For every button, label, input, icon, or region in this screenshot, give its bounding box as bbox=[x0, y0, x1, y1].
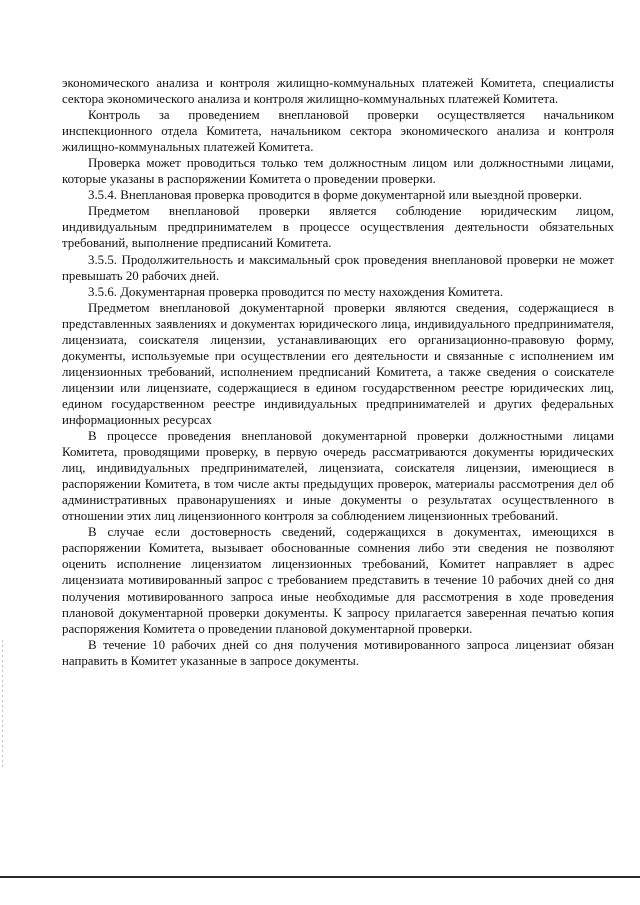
paragraph-control: Контроль за проведением внеплановой проверки осуществляется начальником инспекционного отдела Комитета, начальником сектора экономического анализа и контроля жилищно-коммунальных платежей Комитета. bbox=[62, 108, 614, 155]
paragraph-review-process: В процессе проведения внеплановой документарной проверки должностными лицами Комитета, проводящими проверку, в первую очередь рассматриваются документы юридических лиц, индивидуальных предпринимателей, лицензиата, соискателя лицензии, имеющиеся в распоряжении Комитета, в том числе акты предыдущих проверок, материалы рассмотрения дел об административных правонарушениях и иные документы о результатах осуществленного в отношении этих лиц лицензионного контроля за соблюдением лицензионных требований. bbox=[62, 429, 614, 524]
paragraph-continuation: экономического анализа и контроля жилищно-коммунальных платежей Комитета, специалисты сектора экономического анализа и контроля жилищно-коммунальных платежей Комитета. bbox=[62, 76, 614, 107]
paragraph-3-5-6: 3.5.6. Документарная проверка проводится по месту нахождения Комитета. bbox=[88, 284, 504, 299]
paragraph-3-5-5: 3.5.5. Продолжительность и максимальный срок проведения внеплановой проверки не может превышать 20 рабочих дней. bbox=[62, 252, 614, 283]
paragraph-documentary-subject: Предметом внеплановой документарной проверки являются сведения, содержащиеся в представленных заявлениях и документах юридического лица, индивидуального предпринимателя, лицензиата, соискателя лицензии, устанавливающих его организационно-правовую форму, документы, используемые при осуществлении его деятельности и связанные с исполнением им лицензионных требований, исполнением предписаний Комитета, а также сведения о соискателе лицензии или лицензиате, содержащиеся в едином государственном реестре юридических лиц, едином государственном реестре индивидуальных предпринимателей и других федеральных информационных ресурсах bbox=[62, 300, 614, 427]
paragraph-request: В случае если достоверность сведений, содержащихся в документах, имеющихся в распоряжении Комитета, вызывает обоснованные сомнения либо эти сведения не позволяют оценить исполнение лицензиатом лицензионных требований, Комитет направляет в адрес лицензиата мотивированный запрос с требованием представить в течение 10 рабочих дней со дня получения мотивированного запроса иные необходимые для рассмотрения в ходе проведения плановой документарной проверки документы. К запросу прилагается заверенная печатью копия распоряжения Комитета о проведении плановой документарной проверки. bbox=[62, 525, 614, 636]
scan-edge-mark bbox=[2, 640, 3, 770]
paragraph-subject: Предметом внеплановой проверки является соблюдение юридическим лицом, индивидуальным предпринимателем в процессе осуществления деятельности обязательных требований, выполнение предписаний Комитета. bbox=[62, 204, 614, 251]
paragraph-inspectors: Проверка может проводиться только тем должностным лицом или должностными лицами, которые указаны в распоряжении Комитета о проведении проверки. bbox=[62, 156, 614, 187]
document-body bbox=[62, 75, 614, 669]
paragraph-3-5-4: 3.5.4. Внеплановая проверка проводится в форме документарной или выездной проверки. bbox=[88, 188, 582, 203]
page-bottom-rule bbox=[0, 876, 640, 878]
paragraph-deadline: В течение 10 рабочих дней со дня получения мотивированного запроса лицензиат обязан направить в Комитет указанные в запросе документы. bbox=[62, 637, 614, 668]
